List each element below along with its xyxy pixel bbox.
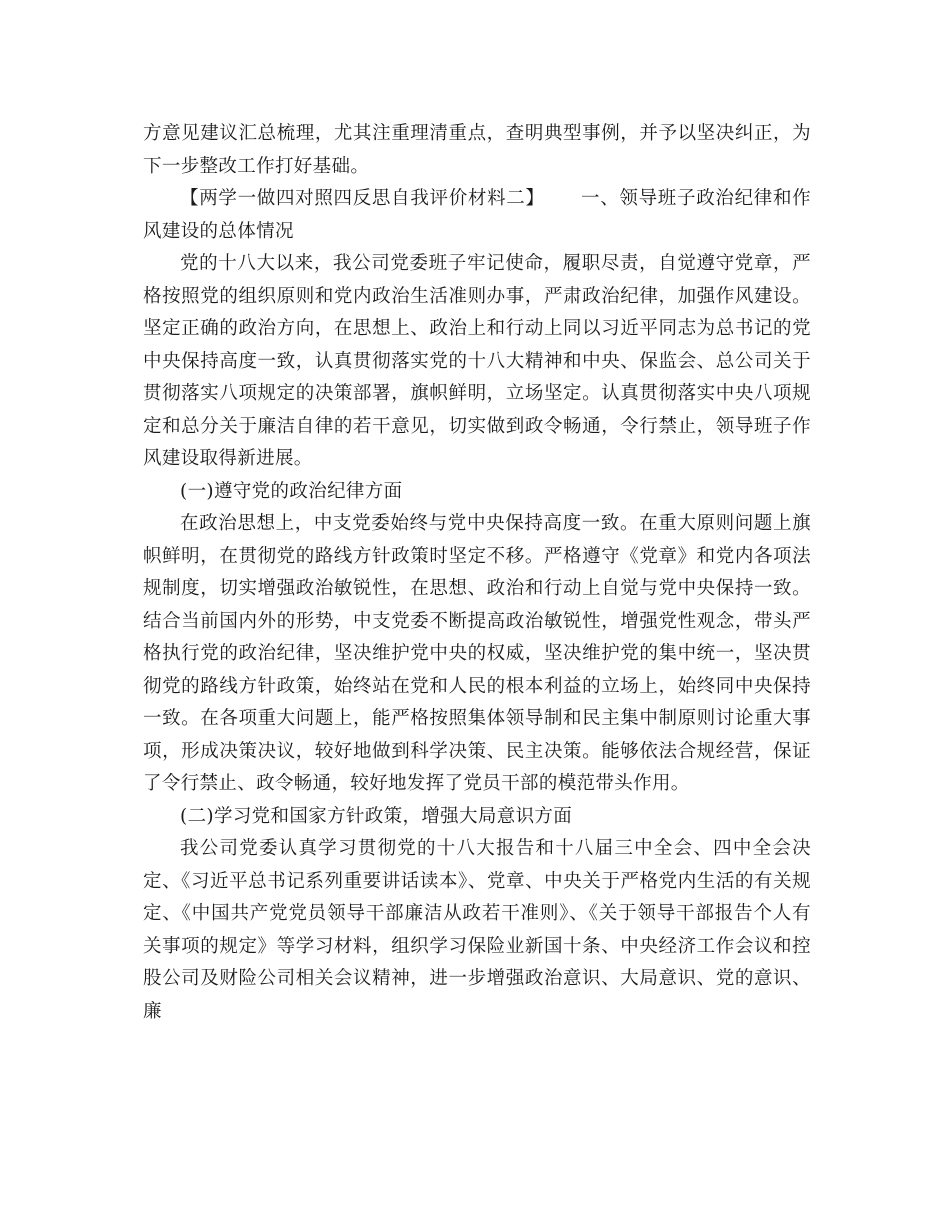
paragraph-overview: 党的十八大以来，我公司党委班子牢记使命，履职尽责，自觉遵守党章，严格按照党的组织原则和党内政治生活准则办事，严肃政治纪律，加强作风建设。坚定正确的政治方向，在思想上、政治上和行动上同以习近平同志为总书记的党中央保持高度一致，认真贯彻落实党的十八大精神和中央、保监会、总公司关于贯彻落实八项规定的决策部署，旗帜鲜明，立场坚定。认真贯彻落实中央八项规定和总分关于廉洁自律的若干意见，切实做到政令畅通，令行禁止，领导班子作风建设取得新进展。 <box>143 253 811 469</box>
paragraph-policy-study: 我公司党委认真学习贯彻党的十八大报告和十八届三中全会、四中全会决定、《习近平总书记系列重要讲话读本》、党章、中央关于严格党内生活的有关规定、《中国共产党党员领导干部廉洁从政若干准则》、《关于领导干部报告个人有关事项的规定》等学习材料，组织学习保险业新国十条、中央经济工作会议和控股公司及财险公司相关会议精神，进一步增强政治意识、大局意识、党的意识、廉 <box>143 838 811 1022</box>
subheading-policy-study: (二)学习党和国家方针政策，增强大局意识方面 <box>180 805 573 827</box>
section-heading-one: 一、领导班子政治纪律和作风建设的总体情况 <box>143 188 812 242</box>
paragraph-political-discipline: 在政治思想上，中支党委始终与党中央保持高度一致。在重大原则问题上旗帜鲜明，在贯彻党的路线方针政策时坚定不移。严格遵守《党章》和党内各项法规制度，切实增强政治敏锐性，在思想、政治和行动上自觉与党中央保持一致。结合当前国内外的形势，中支党委不断提高政治敏锐性，增强党性观念，带头严格执行党的政治纪律，坚决维护党中央的权威，坚决维护党的集中统一，坚决贯彻党的路线方针政策，始终站在党和人民的根本利益的立场上，始终同中央保持一致。在各项重大问题上，能严格按照集体领导制和民主集中制原则讨论重大事项，形成决策决议，较好地做到科学决策、民主决策。能够依法合规经营，保证了令行禁止、政令畅通，较好地发挥了党员干部的模范带头作用。 <box>143 513 811 794</box>
paragraph-section-heading <box>143 183 811 248</box>
document-body <box>143 118 811 1028</box>
paragraph-continuation: 方意见建议汇总梳理，尤其注重理清重点，查明典型事例，并予以坚决纠正，为下一步整改工作打好基础。 <box>143 123 811 177</box>
subheading-political-discipline: (一)遵守党的政治纪律方面 <box>180 480 403 502</box>
material-title: 【两学一做四对照四反思自我评价材料二】 <box>180 188 545 209</box>
